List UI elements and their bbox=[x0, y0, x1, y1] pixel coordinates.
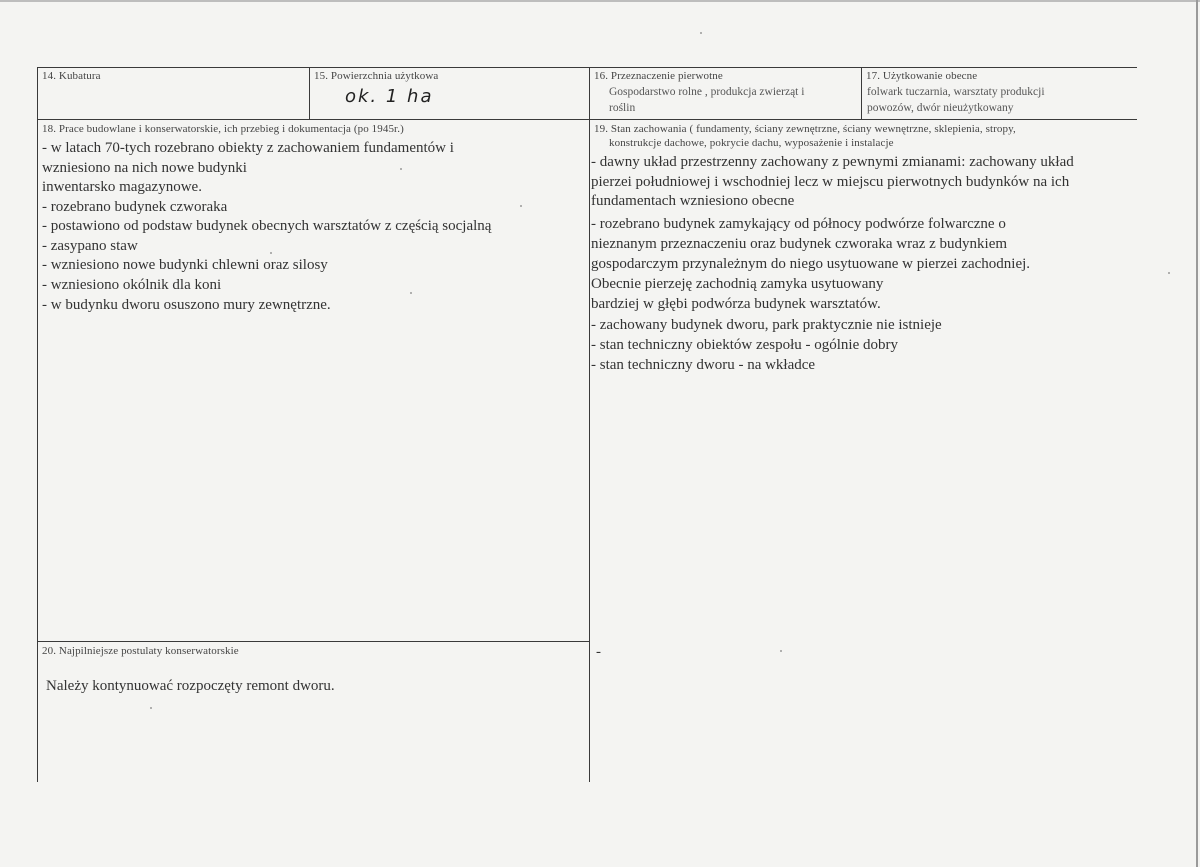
left-border bbox=[37, 67, 38, 782]
center-divider bbox=[589, 67, 590, 782]
scan-speck bbox=[700, 32, 702, 34]
field17-line: powozów, dwór nieużytkowany bbox=[867, 102, 1014, 114]
scan-speck bbox=[410, 292, 412, 294]
field18-line: - w latach 70-tych rozebrano obiekty z zachowaniem fundamentów i bbox=[42, 140, 454, 156]
field16-line: Gospodarstwo rolne , produkcja zwierząt i bbox=[609, 86, 805, 98]
top-rule bbox=[37, 67, 1137, 68]
scan-right-edge bbox=[1196, 0, 1198, 867]
divider-14-15 bbox=[309, 67, 310, 119]
field19-line: gospodarczym przynależnym do niego usytuowane w pierzei zachodniej. bbox=[591, 256, 1031, 272]
field18-line: - wzniesiono okólnik dla koni bbox=[42, 277, 222, 293]
scan-speck bbox=[270, 252, 272, 254]
field17-line: folwark tuczarnia, warsztaty produkcji bbox=[867, 86, 1045, 98]
field17-label: 17. Użytkowanie obecne bbox=[866, 70, 978, 82]
field19-line: - zachowany budynek dworu, park praktycznie nie istnieje bbox=[591, 317, 942, 333]
field15-handwritten-value: ok. 1 ha bbox=[345, 86, 434, 107]
scan-speck bbox=[520, 205, 522, 207]
scan-speck bbox=[150, 707, 152, 709]
field16-label: 16. Przeznaczenie pierwotne bbox=[594, 70, 723, 82]
field19-label-continued: konstrukcje dachowe, pokrycie dachu, wyposażenie i instalacje bbox=[609, 137, 894, 149]
header-bottom-rule bbox=[37, 119, 1137, 120]
scan-speck bbox=[400, 168, 402, 170]
field19-line: - rozebrano budynek zamykający od północy podwórze folwarczne o bbox=[591, 216, 1006, 232]
right-column-dash: - bbox=[596, 644, 601, 660]
section20-top-rule bbox=[37, 641, 589, 642]
field19-line: - stan techniczny dworu - na wkładce bbox=[591, 357, 816, 373]
field19-line: - stan techniczny obiektów zespołu - ogólnie dobry bbox=[591, 337, 899, 353]
field18-line: - postawiono od podstaw budynek obecnych warsztatów z częścią socjalną bbox=[42, 218, 492, 234]
scan-speck bbox=[1168, 272, 1170, 274]
field20-text: Należy kontynuować rozpoczęty remont dworu. bbox=[46, 678, 335, 694]
field18-line: - zasypano staw bbox=[42, 238, 138, 254]
field16-line: roślin bbox=[609, 102, 636, 114]
field19-label: 19. Stan zachowania ( fundamenty, ściany zewnętrzne, ściany wewnętrzne, sklepienia, stropy, bbox=[594, 123, 1016, 135]
field14-label: 14. Kubatura bbox=[42, 70, 101, 82]
field20-label: 20. Najpilniejsze postulaty konserwatorskie bbox=[42, 645, 239, 657]
field19-line: bardziej w głębi podwórza budynek warsztatów. bbox=[591, 296, 881, 312]
scan-top-edge bbox=[0, 0, 1200, 2]
field19-line: Obecnie pierzeję zachodnią zamyka usytuowany bbox=[591, 276, 884, 292]
field19-line: nieznanym przeznaczeniu oraz budynek czworaka wraz z budynkiem bbox=[591, 236, 1008, 252]
field18-line: inwentarsko magazynowe. bbox=[42, 179, 202, 195]
field15-label: 15. Powierzchnia użytkowa bbox=[314, 70, 439, 82]
field18-line: - wzniesiono nowe budynki chlewni oraz silosy bbox=[42, 257, 328, 273]
field18-line: wzniesiono na nich nowe budynki bbox=[42, 160, 247, 176]
field18-line: - rozebrano budynek czworaka bbox=[42, 199, 228, 215]
field19-line: fundamentach wzniesiono obecne bbox=[591, 193, 795, 209]
field19-line: pierzei południowej i wschodniej lecz w miejscu pierwotnych budynków na ich bbox=[591, 174, 1070, 190]
field19-line: - dawny układ przestrzenny zachowany z pewnymi zmianami: zachowany układ bbox=[591, 154, 1074, 170]
field18-label: 18. Prace budowlane i konserwatorskie, ich przebieg i dokumentacja (po 1945r.) bbox=[42, 123, 404, 135]
divider-16-17 bbox=[861, 67, 862, 119]
scan-speck bbox=[780, 650, 782, 652]
field18-line: - w budynku dworu osuszono mury zewnętrzne. bbox=[42, 297, 331, 313]
